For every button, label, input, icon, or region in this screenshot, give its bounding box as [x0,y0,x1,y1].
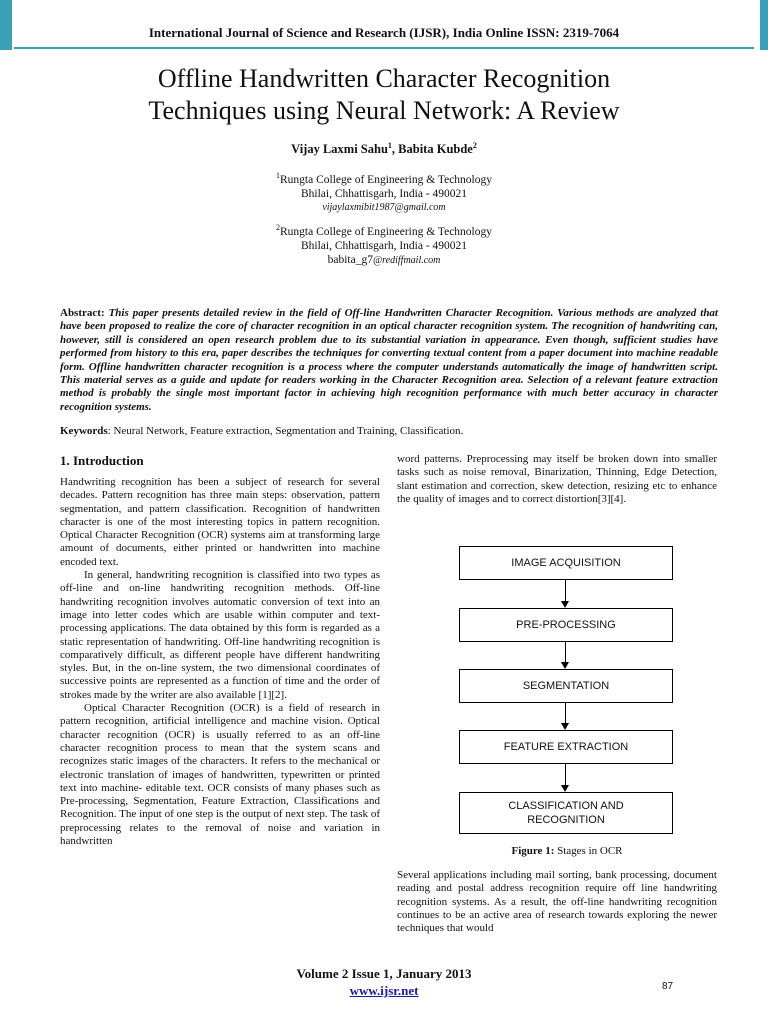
aff1-line1: Rungta College of Engineering & Technology [279,173,492,186]
page-number: 87 [662,981,674,992]
author-separator: , [391,142,399,157]
section-heading-introduction: 1. Introduction [60,453,144,468]
aff2-email-suffix: @rediffmail.com [372,254,441,266]
journal-header: International Journal of Science and Research (IJSR), India Online ISSN: 2319-7064 [148,25,620,40]
abstract-separator: : [100,307,109,319]
right-column-top [397,453,717,506]
figure-caption [397,845,737,857]
right-paragraph-2: Several applications including mail sorting, bank processing, document reading and postal address recognition require off line handwriting recognition systems. As a result, the off-line handwriting recognition continues to be an active area of research towards exploring the newer techniques that would [397,869,717,935]
abstract-text: This paper presents detailed review in the field of Off-line Handwritten Character Recognition. Various methods are analyzed that have been proposed to realize the core of character recognition in an optical character recognition system. The recognition of handwriting can, however, still is considered an open research problem due to its substantial variation in appearance. Even though, sufficient studies have performed from history to this era, paper describes the techniques for converting textual content from a paper document into machine readable form. Offline handwritten character recognition is a process where the computer understands automatically the image of handwritten script. This material serves as a guide and update for readers working in the Character Recognition area. Selection of a relevant feature extraction method is probably the single most important factor in achieving high recognition performance with much better accuracy in character recognition systems. [60,307,718,413]
affiliation-2 [0,221,768,268]
aff2-line2: Bhilai, Chhattisgarh, India - 490021 [300,239,468,252]
title-line-1: Offline Handwritten Character Recognition [157,64,611,93]
aff1-email: vijaylaxmibit1987@gmail.com [322,201,446,213]
header-rule [14,47,754,49]
authors [0,141,768,157]
flow-connector [565,580,566,601]
flow-box-image-acquisition: IMAGE ACQUISITION [459,546,673,580]
keywords [60,425,718,437]
abstract [60,307,718,414]
flow-box-segmentation: SEGMENTATION [459,669,673,703]
keywords-separator: : [107,425,114,437]
arrow-down-icon [561,662,569,669]
paper-title [40,63,728,127]
author-1-sup: 1 [387,141,392,150]
arrow-down-icon [561,601,569,608]
title-line-2: Techniques using Neural Network: A Review [148,96,620,125]
aff2-sup: 2 [275,223,280,232]
left-column [60,476,380,848]
footer-volume: Volume 2 Issue 1, January 2013 [296,966,472,981]
author-2: Babita Kubde [398,142,473,157]
left-accent-bar [0,0,12,50]
right-accent-bar [760,0,768,50]
right-paragraph-1: word patterns. Preprocessing may itself be broken down into smaller tasks such as noise removal, Binarization, Thinning, Edge Detection, slant estimation and correction, skew detection, resizing etc to enhance the quality of images and to correct distortion[3][4]. [397,453,717,505]
intro-paragraph-3: Optical Character Recognition (OCR) is a field of research in pattern recognition, artificial intelligence and machine vision. Optical character recognition (OCR) is usually referred to as an off-line character recognition process to mean that the system scans and recognizes static images of the characters. It refers to the mechanical or electronic translation of images of handwritten, typewritten or printed text into machine- editable text. OCR consists of many phases such as Pre-processing, Segmentation, Feature Extraction, Classifications and Recognition. The input of one step is the output of next step. The task of preprocessing relates to the removal of noise and variation in handwritten [60,702,380,848]
aff2-line1: Rungta College of Engineering & Technology [279,225,492,238]
keywords-text: Neural Network, Feature extraction, Segmentation and Training, Classification. [113,425,464,437]
aff1-sup: 1 [275,171,280,180]
arrow-down-icon [561,785,569,792]
author-2-sup: 2 [472,141,477,150]
intro-paragraph-1: Handwriting recognition has been a subject of research for several decades. Pattern recognition has three main steps: observation, pattern segmentation, and pattern classification. Recognition of handwritten character is one of the most interesting topics in pattern recognition. Optical Character Recognition (OCR) systems aim at transforming large amount of documents, either printed or handwritten into machine encoded text. [60,476,380,568]
flow-box-classification-recognition: CLASSIFICATION AND RECOGNITION [459,792,673,834]
aff1-line2: Bhilai, Chhattisgarh, India - 490021 [300,187,468,200]
affiliation-1 [0,169,768,215]
flow-connector [565,764,566,785]
right-column-bottom [397,869,717,935]
figure-caption-text: Stages in OCR [554,845,623,857]
aff2-email-prefix: babita_g7 [327,253,373,266]
flow-connector [565,642,566,662]
figure-caption-label: Figure 1: [511,845,555,857]
footer-url-link[interactable]: www.ijsr.net [349,983,419,998]
keywords-label: Keywords [60,425,108,437]
intro-paragraph-2: In general, handwriting recognition is classified into two types as off-line and on-line handwriting recognition methods. Off-line handwriting recognition involves automatic conversion of text into an image into letter codes which are usable within computer and text-processing applications. The data obtained by this form is regarded as a static representation of handwriting. Off-line handwriting recognition is comparatively difficult, as different people have different handwriting styles. But, in the on-line system, the two dimensional coordinates of successive points are represented as a function of time and the order of strokes made by the writer are also available [1][2]. [60,569,380,701]
flow-box-feature-extraction: FEATURE EXTRACTION [459,730,673,764]
flow-connector [565,703,566,723]
arrow-down-icon [561,723,569,730]
author-1: Vijay Laxmi Sahu [291,142,388,157]
flow-box-pre-processing: PRE-PROCESSING [459,608,673,642]
abstract-label: Abstract [60,307,101,319]
